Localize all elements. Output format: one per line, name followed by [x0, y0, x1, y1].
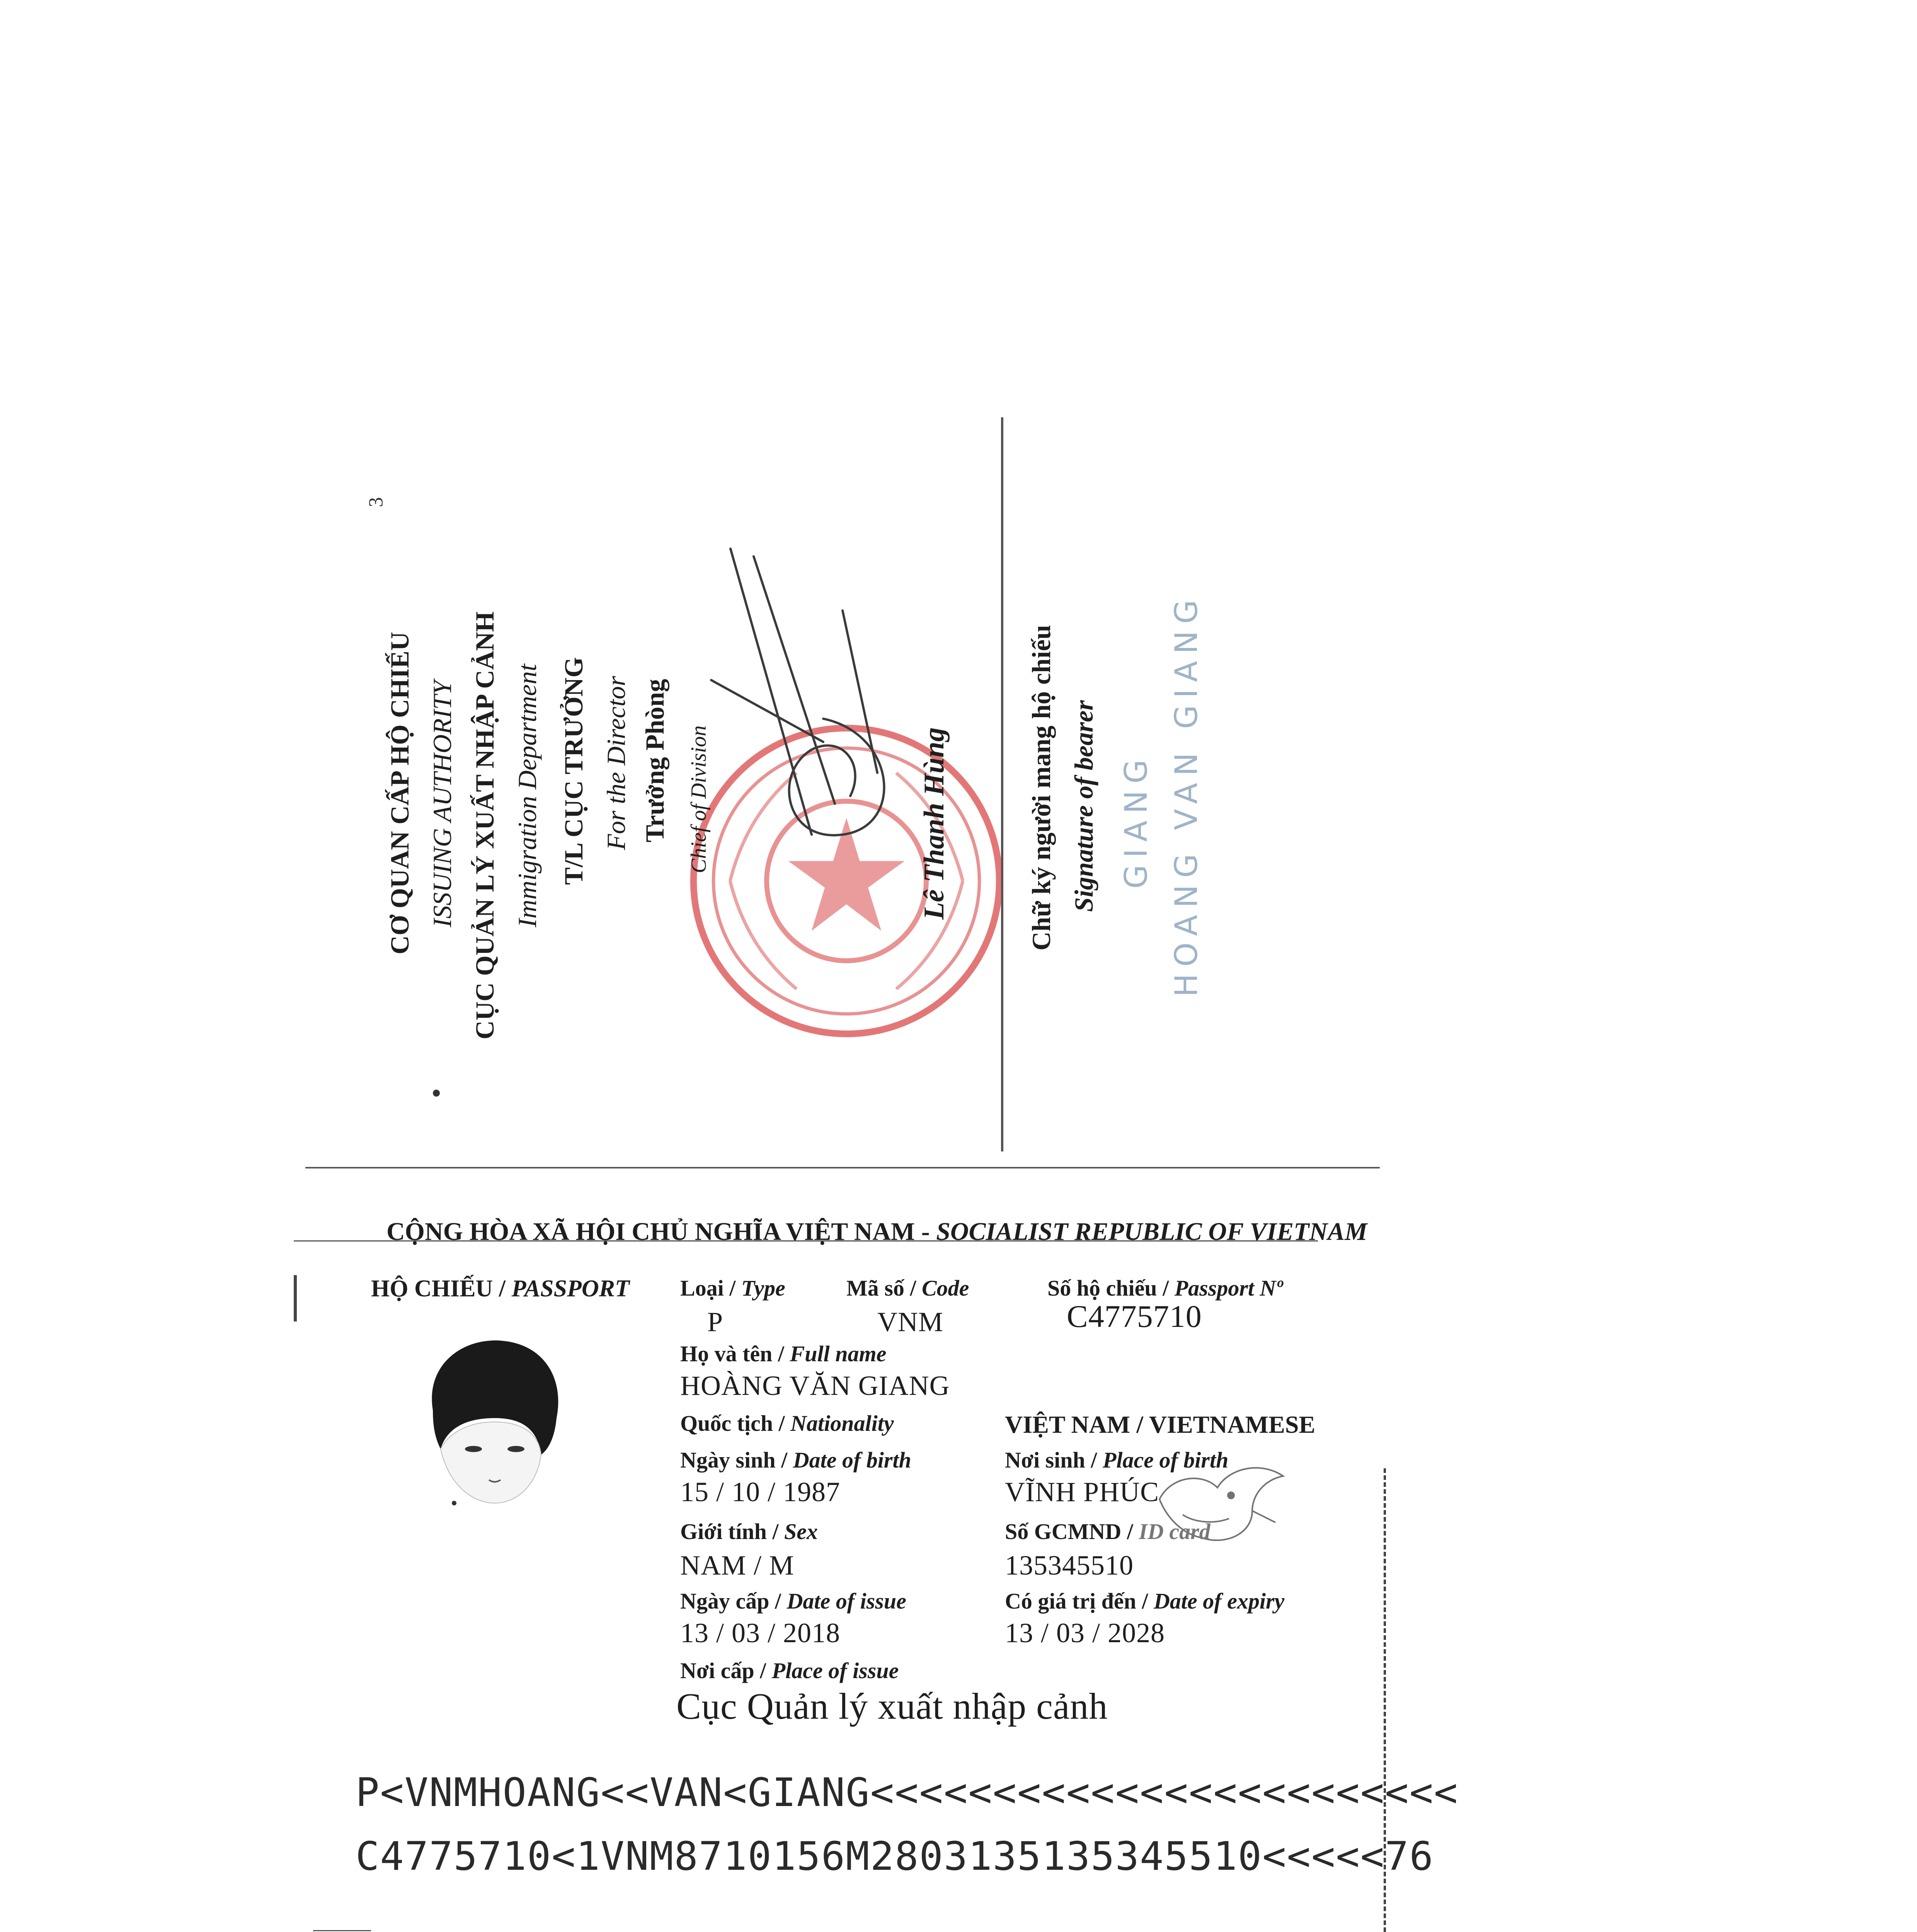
issue-label-vn: Ngày cấp /: [680, 1588, 787, 1614]
place-issue-label-en: Place of issue: [771, 1658, 899, 1683]
authority-line-5: T/L CỤC TRƯỞNG: [559, 657, 588, 885]
nationality-label: [680, 1410, 894, 1436]
name-label: [680, 1341, 886, 1367]
passport-no-label-vn: Số hộ chiếu /: [1047, 1276, 1175, 1301]
page-number: 3: [365, 497, 387, 507]
document-title: [371, 1275, 630, 1303]
id-label: [1005, 1519, 1210, 1544]
fold-line-upper: [305, 1167, 1380, 1168]
authority-line-6: For the Director: [601, 676, 631, 850]
nationality-label-vn: Quốc tịch /: [680, 1411, 791, 1436]
code-label-vn: Mã số /: [846, 1276, 922, 1301]
authority-line-4: Immigration Department: [512, 664, 542, 927]
issue-label: [680, 1588, 906, 1614]
place-issue-value: Cục Quản lý xuất nhập cảnh: [676, 1685, 1108, 1727]
officer-name: Lê Thanh Hùng: [918, 727, 950, 920]
code-label: [846, 1275, 969, 1301]
nationality-label-en: Nationality: [790, 1411, 894, 1436]
authority-line-8: Chief of Division: [687, 725, 711, 873]
bottom-edge-left: [313, 1930, 371, 1931]
country-header-en: SOCIALIST REPUBLIC OF VIETNAM: [936, 1218, 1367, 1246]
place-issue-label-vn: Nơi cấp /: [680, 1658, 772, 1683]
name-label-en: Full name: [790, 1341, 887, 1366]
bearer-signature-label: Chữ ký người mang hộ chiếu: [1027, 625, 1056, 951]
code-value: VNM: [877, 1306, 944, 1337]
dob-label: [680, 1447, 911, 1473]
type-value: P: [707, 1306, 724, 1337]
mrz-line-1: P<VNMHOANG<<VAN<GIANG<<<<<<<<<<<<<<<<<<<<<<<<: [356, 1770, 1459, 1816]
document-title-vn: HỘ CHIẾU /: [371, 1276, 512, 1302]
country-header-vn: CỘNG HÒA XÃ HỘI CHỦ NGHĨA VIỆT NAM -: [386, 1218, 936, 1246]
document-title-en: PASSPORT: [511, 1276, 630, 1302]
scan-dot: [433, 1090, 440, 1097]
pob-value: VĨNH PHÚC: [1005, 1476, 1159, 1507]
sex-label-en: Sex: [784, 1519, 818, 1544]
type-label-vn: Loại /: [680, 1276, 741, 1301]
sex-value: NAM / M: [680, 1550, 795, 1581]
page-left-edge: [294, 1275, 297, 1321]
type-label: [680, 1275, 785, 1301]
passport-no-label: [1047, 1275, 1283, 1301]
expiry-label-vn: Có giá trị đến /: [1005, 1588, 1154, 1614]
type-label-en: Type: [741, 1276, 785, 1301]
name-value: HOÀNG VĂN GIANG: [680, 1370, 950, 1401]
dob-value: 15 / 10 / 1987: [680, 1476, 841, 1507]
mrz-line-2: C4775710<1VNM8710156M2803135135345510<<<<<76: [356, 1833, 1434, 1879]
id-value: 135345510: [1005, 1550, 1134, 1581]
authority-line-2: ISSUING AUTHORITY: [427, 680, 457, 927]
authority-line-3: CỤC QUẢN LÝ XUẤT NHẬP CẢNH: [470, 611, 499, 1039]
page-divider: [1001, 417, 1003, 1151]
id-label-en: ID card: [1139, 1519, 1210, 1544]
pob-label-vn: Nơi sinh /: [1005, 1447, 1103, 1473]
passport-no-value: C4775710: [1067, 1299, 1202, 1334]
sex-label: [680, 1519, 818, 1544]
authority-line-1: CƠ QUAN CẤP HỘ CHIẾU: [385, 632, 414, 954]
bearer-signature-text-1: GIANG: [1118, 752, 1154, 889]
code-label-en: Code: [921, 1276, 969, 1301]
pob-label-en: Place of birth: [1102, 1447, 1229, 1473]
expiry-label-en: Date of expiry: [1154, 1588, 1285, 1614]
authority-line-7: Trưởng Phòng: [640, 679, 669, 842]
bearer-signature-text-2: HOANG VAN GIANG: [1168, 593, 1204, 997]
issue-label-en: Date of issue: [787, 1588, 906, 1614]
dob-label-en: Date of birth: [793, 1447, 911, 1473]
sex-label-vn: Giới tính /: [680, 1519, 785, 1544]
expiry-label: [1005, 1588, 1284, 1614]
issue-value: 13 / 03 / 2018: [680, 1617, 841, 1648]
place-issue-label: [680, 1658, 899, 1684]
nationality-value: VIỆT NAM / VIETNAMESE: [1005, 1411, 1316, 1438]
passport-no-label-en: Passport Nº: [1174, 1276, 1283, 1301]
bearer-signature-label-en: Signature of bearer: [1069, 700, 1098, 912]
authority-signature: [696, 533, 935, 920]
id-label-vn: Số GCMND /: [1005, 1519, 1139, 1544]
country-header: [386, 1217, 1367, 1247]
expiry-value: 13 / 03 / 2028: [1005, 1617, 1165, 1648]
dob-label-vn: Ngày sinh /: [680, 1447, 793, 1473]
name-label-vn: Họ và tên /: [680, 1341, 790, 1366]
holder-photo: [379, 1321, 611, 1538]
